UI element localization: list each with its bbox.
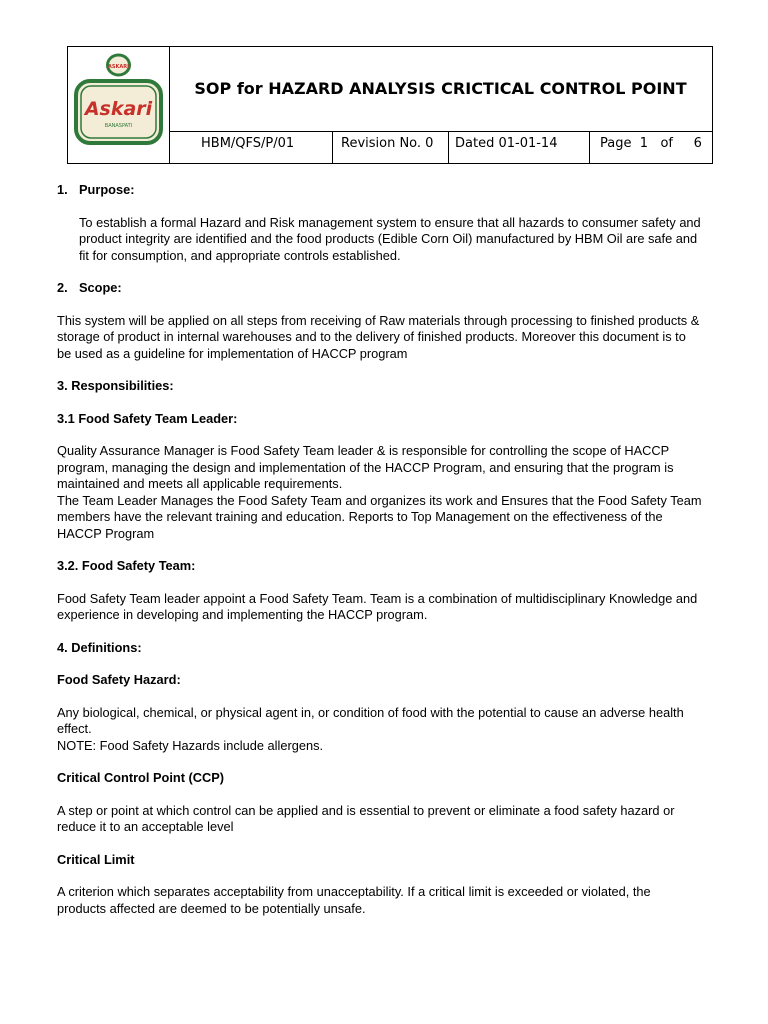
purpose-heading: 1. Purpose: (57, 182, 135, 197)
page-label: Page (600, 136, 632, 151)
food-safety-team-text: Food Safety Team leader appoint a Food Safety Team. Team is a combination of multidisciplinary Knowledge and experience in developing and implementing the HACCP program. (57, 590, 698, 622)
page-number: 1 (639, 136, 649, 151)
logo-subtext: BANASPATI (104, 123, 133, 129)
hazard-heading: Food Safety Hazard: (57, 672, 181, 687)
logo-top-text: ASKARI (108, 64, 129, 70)
team-leader-text-2: The Team Leader Manages the Food Safety Team and organizes its work and Ensures that the Food Safety Team members have the relevant training and education. Reports to Top Management on the effectiveness of the HACCP Program (57, 492, 702, 541)
scope-heading: 2. Scope: (57, 280, 122, 295)
purpose-text: To establish a formal Hazard and Risk management system to ensure that all hazards to consumer safety and product integrity are identified and the food products (Edible Corn Oil) manufactured by HBM Oil are safe and fit for consumption, and appropriate controls established. (79, 214, 701, 263)
logo-text: Askari (84, 98, 153, 120)
page-total: 6 (693, 136, 702, 151)
team-leader-heading: 3.1 Food Safety Team Leader: (57, 410, 238, 426)
document-header (67, 46, 713, 164)
critical-limit-text: A criterion which separates acceptability from unacceptability. If a critical limit is exceeded or violated, the products affected are deemed to be potentially unsafe. (57, 884, 651, 916)
definitions-heading: 4. Definitions: (57, 639, 142, 655)
ccp-text: A step or point at which control can be applied and is essential to prevent or eliminate a food safety hazard or reduce it to an acceptable level (57, 802, 675, 834)
scope-text: This system will be applied on all steps from receiving of Raw materials through processing to finished products & storage of product in internal warehouses and to the delivery of finished products. Moreover this document is to be used as a guideline for implementation of HACCP program (57, 312, 700, 361)
ccp-heading: Critical Control Point (CCP) (57, 770, 225, 785)
doc-code: HBM/QFS/P/01 (169, 132, 333, 164)
askari-logo (68, 47, 169, 163)
hazard-note: NOTE: Food Safety Hazards include allergens. (57, 737, 324, 753)
document-title: SOP for HAZARD ANALYSIS CRICTICAL CONTROL POINT (194, 79, 687, 98)
team-leader-text-1: Quality Assurance Manager is Food Safety Team leader & is responsible for controlling the scope of HACCP program, managing the design and implementation of the HACCP Program, and ensuring that the program is maintained and meets all applicable requirements. (57, 443, 674, 491)
document-date: Dated 01-01-14 (449, 132, 590, 164)
document-body (57, 182, 703, 917)
responsibilities-heading: 3. Responsibilities: (57, 378, 174, 393)
page-of: of (660, 136, 673, 151)
critical-limit-heading: Critical Limit (57, 851, 135, 867)
hazard-text: Any biological, chemical, or physical agent in, or condition of food with the potential to cause an adverse health effect. (57, 704, 684, 736)
document-meta-row (169, 131, 712, 164)
revision-number: Revision No. 0 (333, 132, 449, 164)
page-counter (590, 132, 712, 164)
logo-cell (68, 47, 170, 163)
food-safety-team-heading: 3.2. Food Safety Team: (57, 558, 196, 573)
